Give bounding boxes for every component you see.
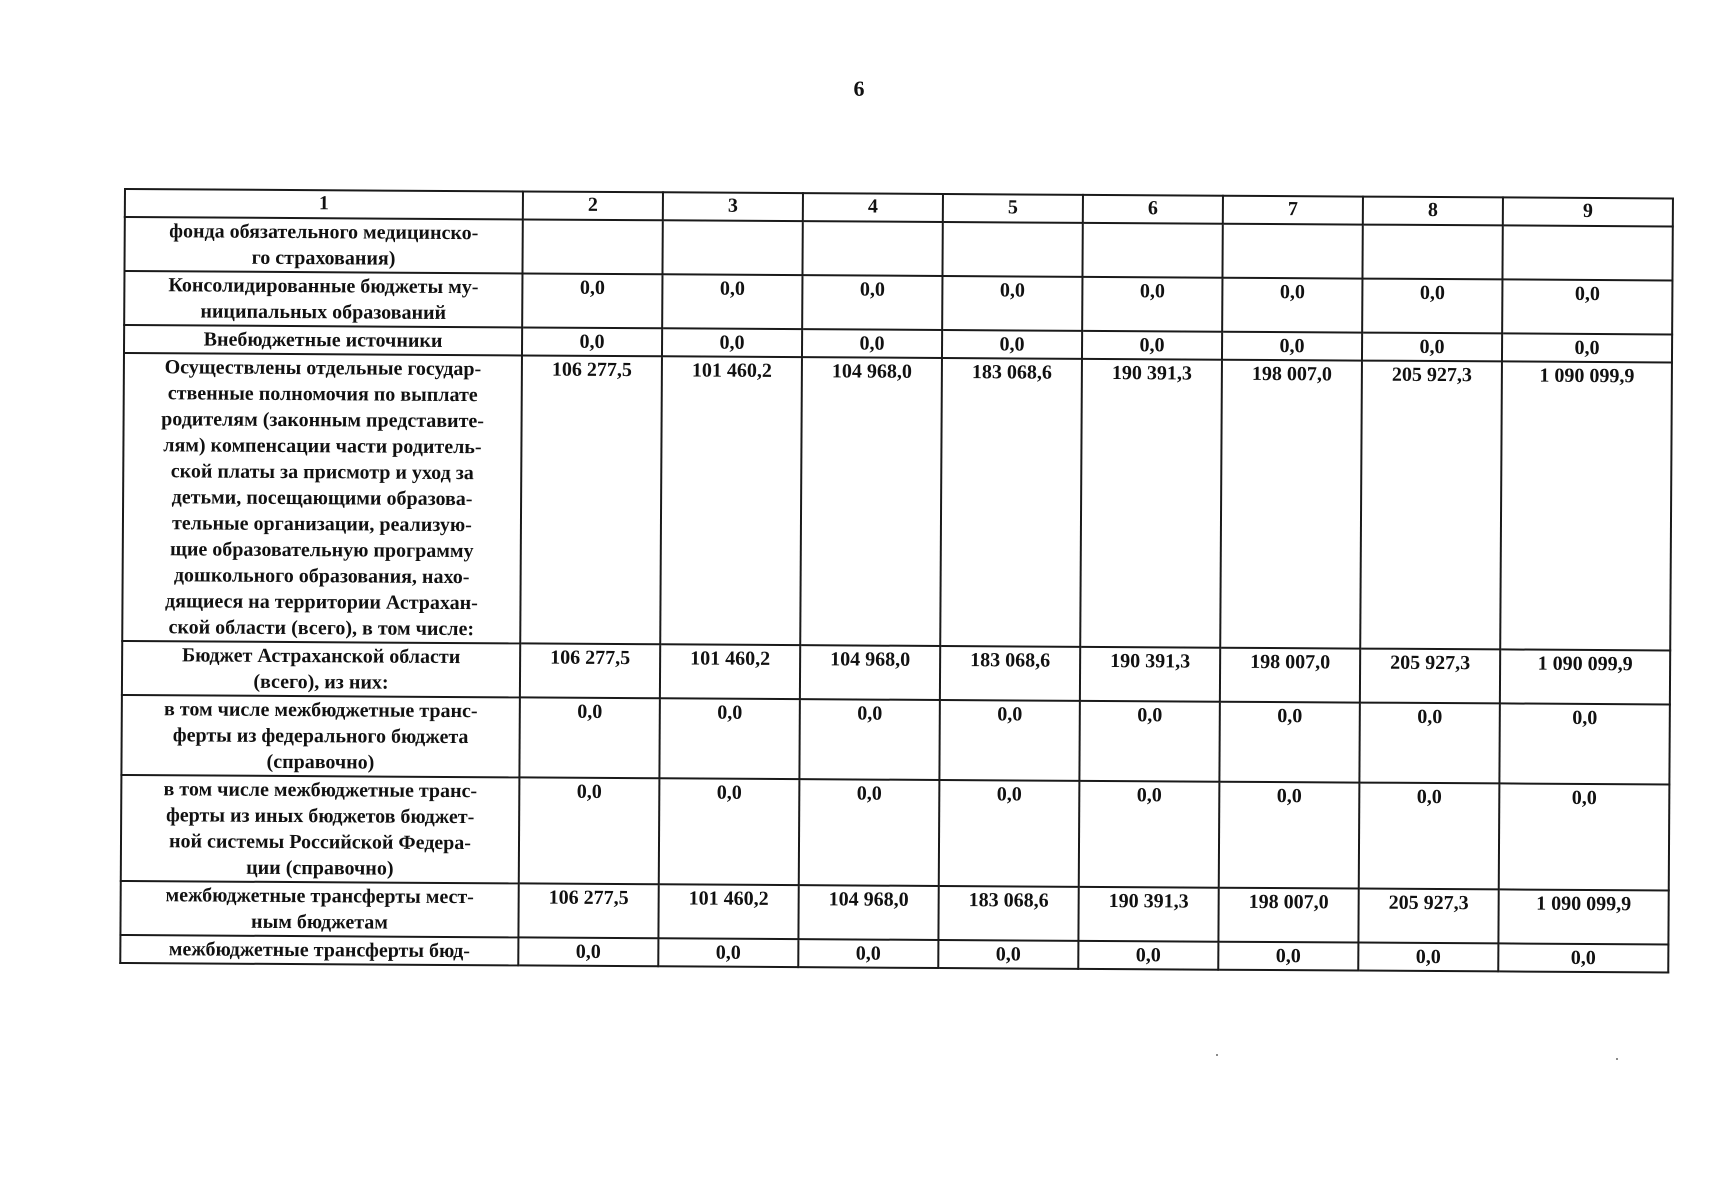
value-cell: 0,0 xyxy=(522,273,662,328)
value-cell: 0,0 xyxy=(802,275,942,330)
value-cell: 0,0 xyxy=(519,697,659,778)
page-number: 6 xyxy=(853,76,865,101)
value-cell: 190 391,3 xyxy=(1080,647,1220,702)
row-label: Осуществлены отдельные государ- ственные полномочия по выплате родителям (законным представите- лям) компенсации части родитель- ской платы за присмотр и уход за детьми, посещающими образова- тельные организации, реализую- щие образовательную программу дошкольного образования, нахо- дящиеся на территории Астрахан- ской области (всего), в том числе: xyxy=(122,353,522,643)
value-cell: 0,0 xyxy=(658,938,798,967)
value-cell: 1 090 099,9 xyxy=(1500,361,1672,650)
value-cell: 198 007,0 xyxy=(1220,648,1360,703)
value-cell: 0,0 xyxy=(522,327,662,356)
value-cell xyxy=(662,220,802,275)
table-row xyxy=(124,271,1672,334)
column-header: 9 xyxy=(1503,197,1673,226)
value-cell: 0,0 xyxy=(802,329,942,358)
value-cell: 190 391,3 xyxy=(1078,887,1218,942)
value-cell: 104 968,0 xyxy=(800,645,940,700)
value-cell: 190 391,3 xyxy=(1080,359,1222,648)
value-cell: 106 277,5 xyxy=(520,643,660,698)
value-cell xyxy=(942,222,1082,277)
value-cell: 0,0 xyxy=(939,700,1079,781)
table-row xyxy=(124,217,1672,280)
column-header: 3 xyxy=(663,192,803,221)
value-cell xyxy=(1082,223,1222,278)
row-label: Внебюджетные источники xyxy=(124,325,522,355)
value-cell: 205 927,3 xyxy=(1360,361,1502,650)
value-cell: 0,0 xyxy=(799,699,939,780)
row-label: межбюджетные трансферты мест- ным бюджетам xyxy=(120,881,518,937)
value-cell: 198 007,0 xyxy=(1218,888,1358,943)
row-label: межбюджетные трансферты бюд- xyxy=(120,935,518,965)
value-cell: 0,0 xyxy=(1499,783,1670,890)
value-cell: 0,0 xyxy=(518,937,658,966)
value-cell: 0,0 xyxy=(1359,783,1500,890)
scan-speck xyxy=(1216,1054,1218,1056)
value-cell: 0,0 xyxy=(799,779,940,886)
value-cell: 101 460,2 xyxy=(660,644,800,699)
value-cell: 0,0 xyxy=(942,330,1082,359)
budget-table xyxy=(119,188,1674,973)
value-cell: 0,0 xyxy=(1082,331,1222,360)
value-cell: 106 277,5 xyxy=(518,883,658,938)
column-header: 6 xyxy=(1083,195,1223,224)
value-cell: 101 460,2 xyxy=(660,356,802,645)
row-label: Консолидированные бюджеты му- ниципальных образований xyxy=(124,271,522,327)
value-cell: 0,0 xyxy=(1359,703,1499,784)
value-cell: 205 927,3 xyxy=(1360,649,1500,704)
table-row xyxy=(120,881,1668,944)
value-cell: 0,0 xyxy=(1358,943,1498,972)
table-row xyxy=(122,641,1670,704)
value-cell: 0,0 xyxy=(1082,277,1222,332)
value-cell: 0,0 xyxy=(1222,278,1362,333)
value-cell xyxy=(522,219,662,274)
value-cell: 183 068,6 xyxy=(940,646,1080,701)
value-cell: 0,0 xyxy=(1078,941,1218,970)
column-header: 4 xyxy=(803,193,943,222)
value-cell xyxy=(802,221,942,276)
value-cell: 0,0 xyxy=(662,274,802,329)
row-label: фонда обязательного медицинско- го страхования) xyxy=(124,217,522,273)
column-header: 8 xyxy=(1363,197,1503,226)
value-cell: 0,0 xyxy=(1219,702,1359,783)
value-cell xyxy=(1222,224,1362,279)
column-header: 5 xyxy=(943,194,1083,223)
value-cell: 0,0 xyxy=(938,940,1078,969)
value-cell: 183 068,6 xyxy=(938,886,1078,941)
value-cell: 0,0 xyxy=(1362,279,1502,334)
column-header: 2 xyxy=(523,191,663,220)
value-cell: 104 968,0 xyxy=(800,357,942,646)
value-cell: 0,0 xyxy=(662,328,802,357)
value-cell xyxy=(1362,225,1502,280)
value-cell: 0,0 xyxy=(1502,333,1672,362)
table-row xyxy=(121,775,1670,890)
column-header: 1 xyxy=(125,189,523,219)
value-cell: 0,0 xyxy=(1219,782,1360,889)
value-cell: 1 090 099,9 xyxy=(1498,889,1668,944)
value-cell: 0,0 xyxy=(798,939,938,968)
row-label: в том числе межбюджетные транс- ферты из федерального бюджета (справочно) xyxy=(121,695,519,777)
value-cell xyxy=(1502,225,1672,280)
scan-speck xyxy=(1616,1058,1618,1060)
table-body xyxy=(120,217,1673,972)
value-cell: 0,0 xyxy=(1218,942,1358,971)
value-cell: 0,0 xyxy=(519,777,660,884)
value-cell: 0,0 xyxy=(942,276,1082,331)
value-cell: 205 927,3 xyxy=(1358,889,1498,944)
value-cell: 1 090 099,9 xyxy=(1500,649,1670,704)
value-cell: 0,0 xyxy=(1079,701,1219,782)
table-row xyxy=(121,695,1669,784)
value-cell: 0,0 xyxy=(1499,703,1669,784)
value-cell: 0,0 xyxy=(939,780,1080,887)
value-cell: 101 460,2 xyxy=(658,884,798,939)
row-label: в том числе межбюджетные транс- ферты из иных бюджетов бюджет- ной системы Российской Федера- ции (справочно) xyxy=(121,775,520,883)
value-cell: 198 007,0 xyxy=(1220,360,1362,649)
value-cell: 0,0 xyxy=(659,778,800,885)
column-header: 7 xyxy=(1223,196,1363,225)
row-label: Бюджет Астраханской области (всего), из них: xyxy=(122,641,520,697)
value-cell: 183 068,6 xyxy=(940,358,1082,647)
value-cell: 0,0 xyxy=(1362,333,1502,362)
value-cell: 104 968,0 xyxy=(798,885,938,940)
value-cell: 0,0 xyxy=(659,698,799,779)
value-cell: 0,0 xyxy=(1079,781,1220,888)
value-cell: 0,0 xyxy=(1222,332,1362,361)
value-cell: 106 277,5 xyxy=(520,355,662,644)
value-cell: 0,0 xyxy=(1498,943,1668,972)
value-cell: 0,0 xyxy=(1502,279,1672,334)
table-row xyxy=(122,353,1672,650)
